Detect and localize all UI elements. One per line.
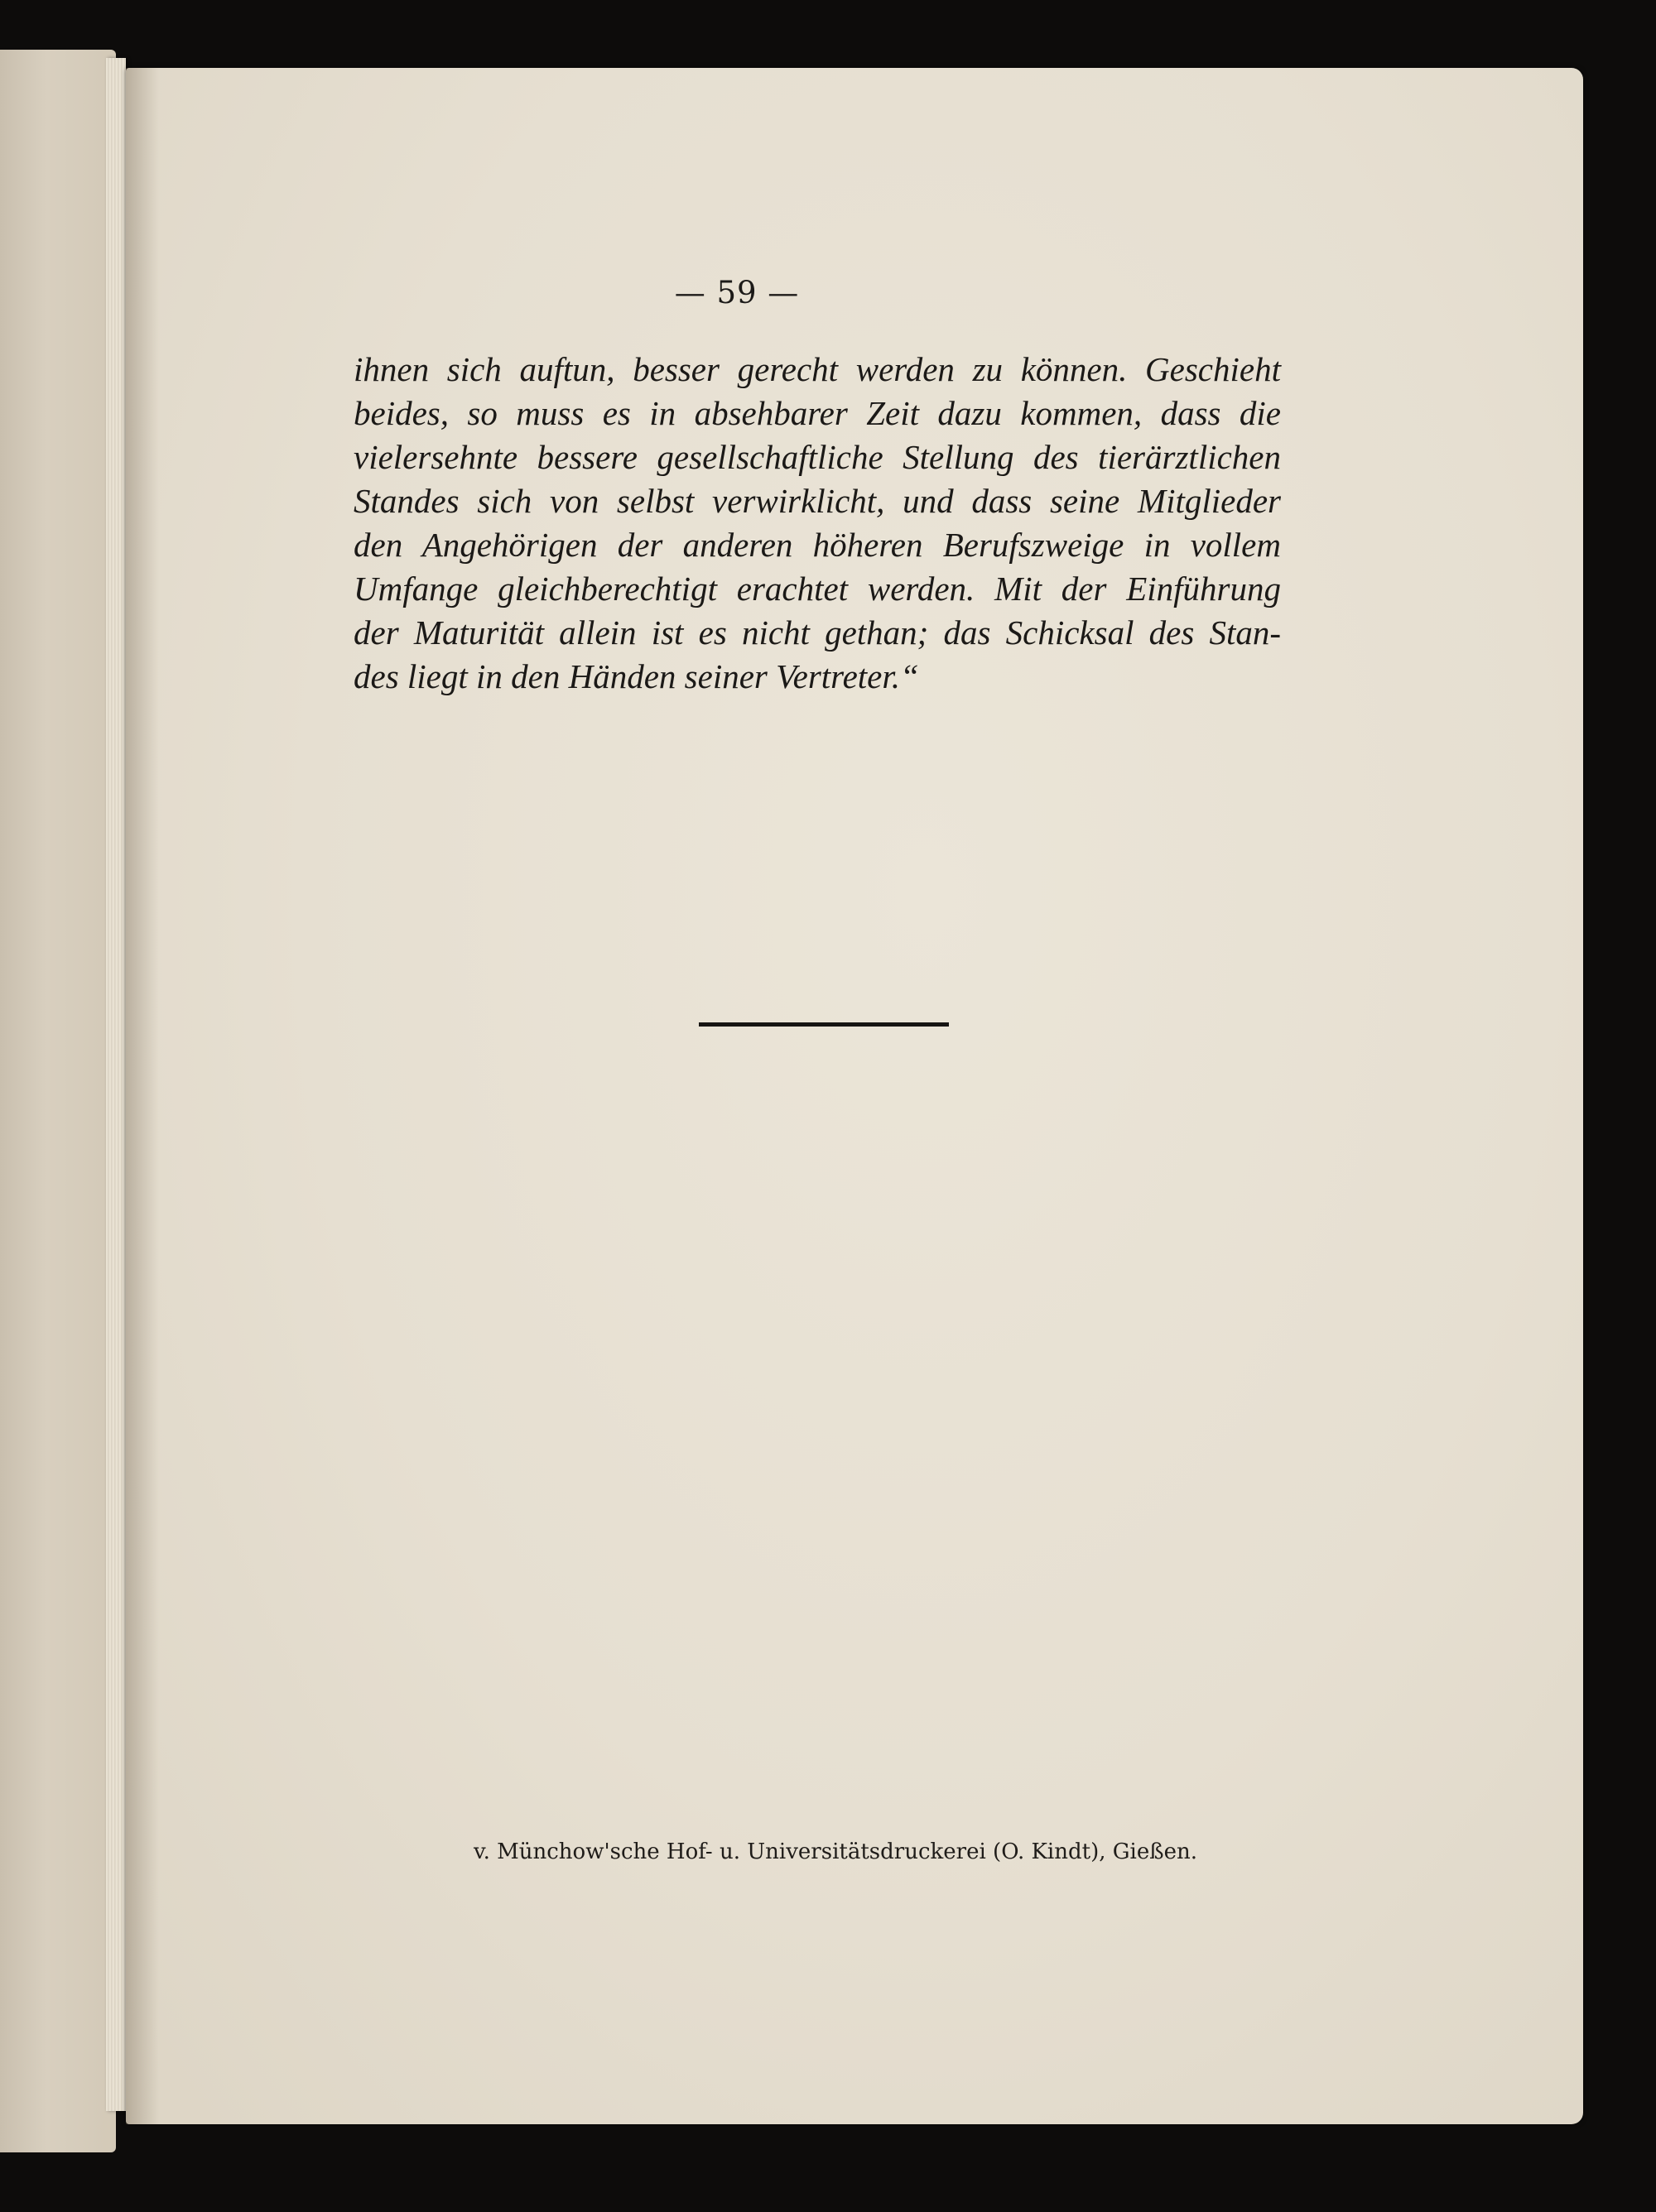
text-line: des liegt in den Händen seiner Vertreter.“	[354, 657, 919, 695]
printer-imprint	[126, 1839, 1583, 1864]
previous-page-edge	[0, 50, 116, 2152]
text-line: Umfange gleichberechtigt erachtet werden. Mit der Einführung	[354, 570, 1281, 608]
text-line: Standes sich von selbst verwirklicht, und dass seine Mitglieder	[354, 482, 1281, 520]
printer-imprint-text: v. Münchow'sche Hof- u. Universitätsdruckerei (O. Kindt), Gießen.	[474, 1839, 1197, 1864]
text-line: den Angehörigen der anderen höheren Berufszweige in vollem	[354, 526, 1281, 564]
text-line: beides, so muss es in absehbarer Zeit dazu kommen, dass die	[354, 394, 1281, 432]
text-line: ihnen sich auftun, besser gerecht werden zu können. Geschieht	[354, 350, 1281, 388]
gutter-shadow	[126, 68, 159, 2124]
page-stack-edge	[106, 58, 126, 2111]
page-number: — 59 —	[674, 275, 800, 310]
body-text	[354, 348, 1281, 699]
text-line: der Maturität allein ist es nicht gethan; das Schicksal des Stan-	[354, 613, 1281, 652]
book-page	[126, 68, 1583, 2124]
section-divider-rule	[699, 1022, 949, 1027]
text-line: vielersehnte bessere gesellschaftliche Stellung des tierärztlichen	[354, 438, 1281, 476]
